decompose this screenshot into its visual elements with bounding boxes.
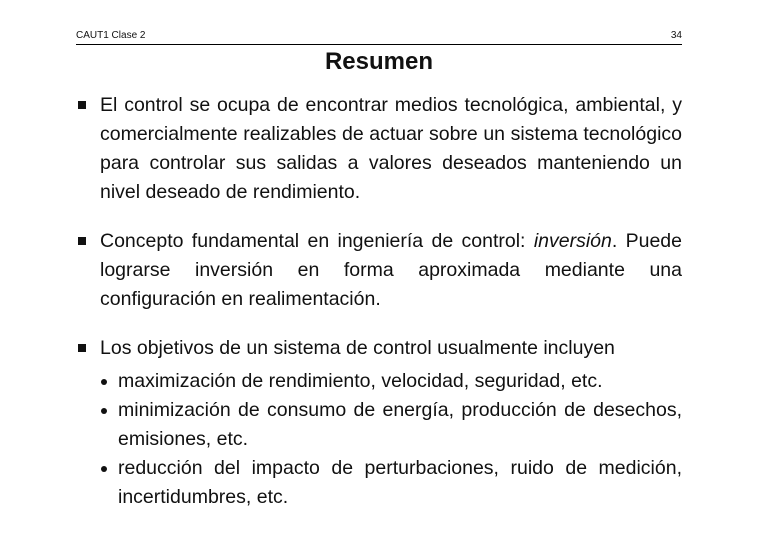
round-bullet-icon xyxy=(101,408,107,414)
bullet-text: Los objetivos de un sistema de control usualmente incluyen xyxy=(100,337,615,359)
bullet-text: El control se ocupa de encontrar medios tecnológica, ambiental, y comercialmente realizables de actuar sobre un sistema tecnológico para controlar sus salidas a valores deseados manteniendo un nivel deseado de rendimiento. xyxy=(100,94,682,203)
bullet-item xyxy=(76,227,682,314)
sub-item-text: maximización de rendimiento, velocidad, seguridad, etc. xyxy=(118,370,603,392)
square-bullet-icon xyxy=(78,344,86,352)
round-bullet-icon xyxy=(101,379,107,385)
slide-header xyxy=(76,29,682,43)
sub-item-text: reducción del impacto de perturbaciones, ruido de medición, incertidumbres, etc. xyxy=(118,457,682,508)
sub-list-item xyxy=(76,454,682,512)
emphasized-term: inversión xyxy=(533,230,612,252)
round-bullet-icon xyxy=(101,466,107,472)
sub-item-text: minimización de consumo de energía, producción de desechos, emisiones, etc. xyxy=(118,399,682,450)
sub-list-item xyxy=(76,396,682,454)
bullet-text-continued: . Puede lograrse inversión en forma aproximada mediante una configuración en realimentación. xyxy=(100,230,683,310)
slide-title: Resumen xyxy=(324,48,434,75)
bullet-item xyxy=(76,91,682,207)
square-bullet-icon xyxy=(78,237,86,245)
sub-list xyxy=(76,367,682,512)
bullet-text: Concepto fundamental en ingeniería de control: xyxy=(100,230,534,252)
sub-list-item xyxy=(76,367,682,396)
page-number: 34 xyxy=(670,30,682,41)
header-divider xyxy=(76,44,682,45)
slide-content xyxy=(76,91,682,512)
course-label: CAUT1 Clase 2 xyxy=(76,30,146,41)
bullet-item xyxy=(76,334,682,363)
square-bullet-icon xyxy=(78,101,86,109)
